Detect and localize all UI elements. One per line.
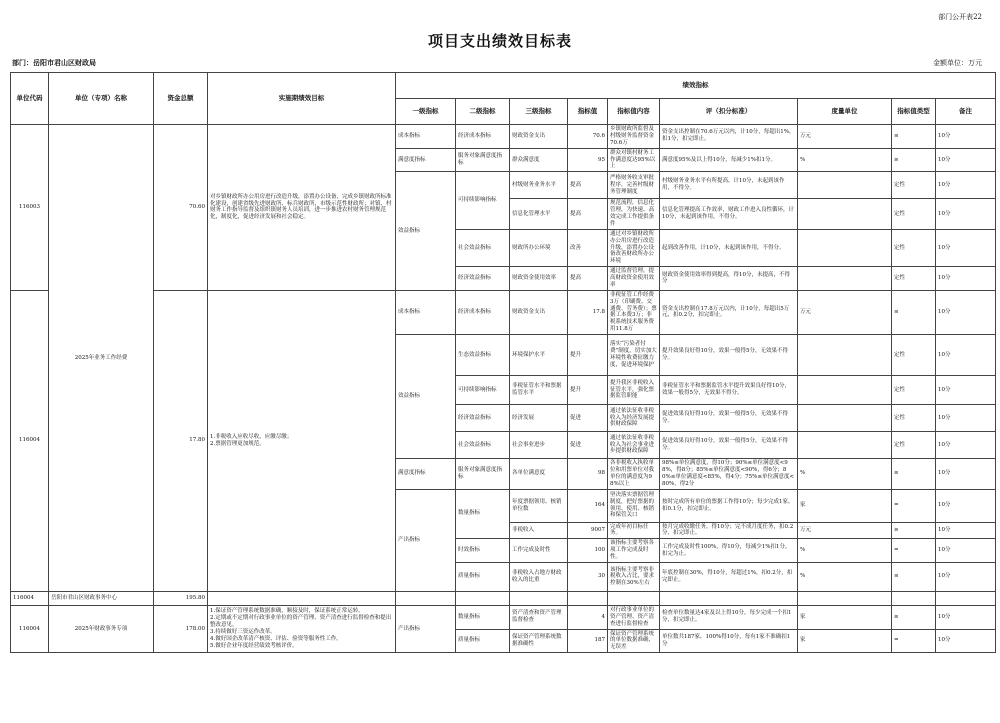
level1-indicator: 效益指标	[396, 335, 456, 459]
level2-indicator: 可持续影响指标	[456, 172, 510, 230]
scoring-standard: 年底控制在30%，得10分，每超过1%，扣0.2分，扣完即止。	[660, 562, 798, 591]
empty-cell	[660, 591, 798, 605]
indicator-content: 通过监督管理，提高财政资金使用效率	[608, 267, 660, 291]
scoring-standard: 工作完成及时性100%，得10分，每减少1%扣1分，扣完为止。	[660, 539, 798, 563]
remark: 10分	[936, 522, 996, 539]
level3-indicator: 各单位满意度	[510, 459, 568, 490]
indicator-value: 改善	[568, 229, 608, 266]
indicator-value: 164	[568, 489, 608, 522]
indicator-content: 该指标主要考察非税收入占比，要求控制在30%左右	[608, 562, 660, 591]
performance-goal: 对乡镇财政所办公用房进行改造升级，添置办公设备，完成乡镇财政所标准化建设，创建省级先进财政所、标兵财政所，市级示范性财政所；对镇、村财务工作指导监督及组织镇财务人员培训，进一步推进农村财务管理规范化，制度化，促进经济发展和社会稳定。	[208, 125, 396, 291]
scoring-standard: 财政资金使用效率得到提高，得10分，未提高，不得分	[660, 267, 798, 291]
level2-indicator: 社会效益指标	[456, 229, 510, 266]
value-type: ≤	[892, 290, 936, 334]
measure-unit: 万元	[798, 290, 892, 334]
header-amount: 资金总额	[154, 73, 208, 125]
indicator-content: 对行政事业单位的资产管理、资产清查进行监督检查	[608, 605, 660, 629]
scoring-standard: 非税征管水平和票据监管水平提升效果良好得10分，效果一般得5分，无效果不得分。	[660, 376, 798, 405]
project-name: 2025年业务工作经费	[49, 125, 154, 592]
level2-indicator: 经济效益指标	[456, 405, 510, 432]
amount-unit-label: 金额单位：万元	[933, 59, 982, 67]
value-type: 定性	[892, 229, 936, 266]
measure-unit: 万元	[798, 522, 892, 539]
indicator-content: 坚决落实票据管理制度，把好票据的领用、使用、核销和保管关口	[608, 489, 660, 522]
performance-goal: 1.保证资产管理系统数据准确，顺接及时，保证系统正常运转。 2.定期或不定期对行政事业单位的资产管理、资产清查进行监督检查和提出整改意见。 3.持续做好三资运作改革。 4.做好国企改革清产核资、评估、验资等服务性工作。 5.做好企业年度经营绩效考核评价。	[208, 605, 396, 652]
level3-indicator: 年度票据领用、核销单位数	[510, 489, 568, 522]
measure-unit: %	[798, 459, 892, 490]
value-type: 定性	[892, 432, 936, 459]
level1-indicator: 产出指标	[396, 605, 456, 652]
remark: 10分	[936, 459, 996, 490]
header-name: 单位（专项）名称	[49, 73, 154, 125]
remark: 10分	[936, 562, 996, 591]
empty-cell	[510, 591, 568, 605]
remark: 10分	[936, 629, 996, 653]
indicator-value: 提高	[568, 172, 608, 199]
page-title: 项目支出绩效目标表	[427, 32, 572, 50]
measure-unit	[798, 172, 892, 199]
unit-code: 116003	[11, 125, 49, 291]
indicator-content: 保证资产管理系统的单位数据准确，无误差	[608, 629, 660, 653]
department-label: 部门：岳阳市君山区财政局	[12, 58, 96, 67]
scoring-standard: 资金支出控制在70.6万元以内，计10分，每超出1%，扣1分，扣完即止。	[660, 125, 798, 149]
remark: 10分	[936, 199, 996, 230]
level3-indicator: 非税收入占地方财政收入的比重	[510, 562, 568, 591]
header-measure: 度量单位	[798, 99, 892, 125]
remark: 10分	[936, 432, 996, 459]
indicator-value: 促进	[568, 432, 608, 459]
remark: 10分	[936, 539, 996, 563]
empty-cell	[798, 591, 892, 605]
scoring-standard: 促进效果良好得10分，效果一般得5分，无效果不得分。	[660, 432, 798, 459]
indicator-value: 70.6	[568, 125, 608, 149]
indicator-value: 提升	[568, 335, 608, 376]
unit-code: 116004	[11, 290, 49, 591]
measure-unit	[798, 405, 892, 432]
indicator-value: 100	[568, 539, 608, 563]
level1-indicator: 成本指标	[396, 290, 456, 334]
empty-cell	[892, 591, 936, 605]
scoring-standard: 信息化管理提高工作效率，财政工作进入良性循环，计10分，未起到该作用，不得分。	[660, 199, 798, 230]
remark: 10分	[936, 376, 996, 405]
level3-indicator: 资产清查和资产管理监督检查	[510, 605, 568, 629]
indicator-value: 促进	[568, 405, 608, 432]
measure-unit: 家	[798, 629, 892, 653]
header-type: 指标值类型	[892, 99, 936, 125]
level3-indicator: 社会事业进步	[510, 432, 568, 459]
level2-indicator: 经济成本指标	[456, 290, 510, 334]
level3-indicator: 非税征管水平和票据监管水平	[510, 376, 568, 405]
unit-name: 岳阳市君山区财政事务中心	[49, 591, 154, 605]
total-amount: 178.00	[154, 605, 208, 652]
header-l2: 二级指标	[456, 99, 510, 125]
level2-indicator: 数量指标	[456, 605, 510, 629]
scoring-standard: 单位数共187家，100%得10分，每有1家不准确扣1分	[660, 629, 798, 653]
table-row	[11, 591, 996, 605]
level3-indicator: 财政资金支出	[510, 290, 568, 334]
level2-indicator: 质量指标	[456, 629, 510, 653]
level2-indicator: 社会效益指标	[456, 432, 510, 459]
header-note: 备注	[936, 99, 996, 125]
scoring-standard: 资金支出控制在17.8万元以内，计10分，每超出5万元，扣0.2分，扣完即止。	[660, 290, 798, 334]
indicator-content: 规范流程，信息化管理，为快速、高效完成工作提供条件	[608, 199, 660, 230]
level3-indicator: 非税收入	[510, 522, 568, 539]
value-type: 定性	[892, 405, 936, 432]
indicator-value: 4	[568, 605, 608, 629]
indicator-content: 各非税收入执收单位和用票单位对我单位的满意度为98%以上	[608, 459, 660, 490]
level1-indicator: 成本指标	[396, 125, 456, 149]
indicator-value: 提高	[568, 199, 608, 230]
measure-unit	[798, 267, 892, 291]
indicator-value: 95	[568, 148, 608, 172]
measure-unit: %	[798, 539, 892, 563]
remark: 10分	[936, 148, 996, 172]
empty-cell	[208, 591, 396, 605]
empty-cell	[456, 591, 510, 605]
level2-indicator: 时效指标	[456, 539, 510, 563]
scoring-standard: 促进效果良好得10分，效果一般得5分，无效果不得分。	[660, 405, 798, 432]
level2-indicator: 质量指标	[456, 562, 510, 591]
header-value: 指标值	[568, 99, 608, 125]
value-type: 定性	[892, 376, 936, 405]
unit-code: 116004	[11, 605, 49, 652]
value-type: 定性	[892, 172, 936, 199]
remark: 10分	[936, 290, 996, 334]
indicator-content: 该指标主要考察各项工作完成及时性。	[608, 539, 660, 563]
level2-indicator: 生态效益指标	[456, 335, 510, 376]
table-row	[11, 290, 996, 334]
indicator-content: 通过对乡镇财政所办公用房进行改造升级，添置办公设备改善财政所办公环境	[608, 229, 660, 266]
level3-indicator: 环境保护水平	[510, 335, 568, 376]
project-name: 2025年财政事务专项	[49, 605, 154, 652]
indicator-value: 30	[568, 562, 608, 591]
header-code: 单位代码	[11, 73, 49, 125]
value-type: 定性	[892, 199, 936, 230]
measure-unit	[798, 432, 892, 459]
value-type: ≥	[892, 459, 936, 490]
measure-unit	[798, 376, 892, 405]
indicator-value: 提高	[568, 267, 608, 291]
scoring-standard: 满意度95%及以上得10分，每减少1%扣1分。	[660, 148, 798, 172]
indicator-content: 非税征管工作经费3万（印刷费、交通费、劳务费）；票据工本费3万；非税系统技术服务费用11.8万	[608, 290, 660, 334]
indicator-content: 群众对镇村财务工作满意度达95%以上	[608, 148, 660, 172]
indicator-content: 提升我区非税收入征管水平，强化票据监管职能	[608, 376, 660, 405]
level2-indicator: 服务对象满意度指标	[456, 148, 510, 172]
level1-indicator: 满意度指标	[396, 148, 456, 172]
remark: 10分	[936, 229, 996, 266]
empty-cell	[608, 591, 660, 605]
remark: 10分	[936, 125, 996, 149]
measure-unit: 家	[798, 489, 892, 522]
header-l1: 一级指标	[396, 99, 456, 125]
indicator-content: 乡镇财政所监督及村级财务监督资金70.6万	[608, 125, 660, 149]
table-row	[11, 125, 996, 149]
measure-unit: %	[798, 562, 892, 591]
remark: 10分	[936, 172, 996, 199]
scoring-standard: 提升效果良好得10分，效果一般得5分，无效果不得分。	[660, 335, 798, 376]
scoring-standard: 按时完成所有单位的票据工作得10分；每少完成1家，扣0.1分，扣完即止。	[660, 489, 798, 522]
measure-unit	[798, 335, 892, 376]
level2-indicator: 服务对象满意度指标	[456, 459, 510, 490]
value-type: ≥	[892, 605, 936, 629]
measure-unit: 家	[798, 605, 892, 629]
level3-indicator: 保证资产管理系统数据准确性	[510, 629, 568, 653]
header-l3: 三级指标	[510, 99, 568, 125]
scoring-standard: 按月完成收缴任务，得10分；完不成月度任务，扣0.2分，扣完即止。	[660, 522, 798, 539]
empty-cell	[936, 591, 996, 605]
level2-indicator: 经济效益指标	[456, 267, 510, 291]
level3-indicator: 群众满意度	[510, 148, 568, 172]
table-row	[11, 605, 996, 629]
value-type: =	[892, 489, 936, 522]
header-indicator: 绩效指标	[396, 73, 996, 99]
scoring-standard: 起到改善作用，计10分，未起到该作用，不得分。	[660, 229, 798, 266]
level3-indicator: 村级财务业务水平	[510, 172, 568, 199]
level2-indicator: 经济成本指标	[456, 125, 510, 149]
value-type: ≤	[892, 125, 936, 149]
indicator-content: 严格财务收支审批程序，完善村级财务管理制度	[608, 172, 660, 199]
indicator-value: 17.8	[568, 290, 608, 334]
unit-code: 116004	[11, 591, 49, 605]
scoring-standard: 98%≤单位满意度，得10分；90%≤单位满意度<98%，得8分；85%≤单位满意度<90%，得6分；80%≤单位满意度<85%，得4分；75%≤单位满意度<80%，得2分	[660, 459, 798, 490]
remark: 10分	[936, 267, 996, 291]
value-type: ≤	[892, 562, 936, 591]
remark: 10分	[936, 335, 996, 376]
measure-unit	[798, 229, 892, 266]
indicator-content: 通过依法征收非税收入为经济发展提供财政保障	[608, 405, 660, 432]
level3-indicator: 财政资金支出	[510, 125, 568, 149]
level2-indicator: 数量指标	[456, 489, 510, 539]
value-type: 定性	[892, 335, 936, 376]
total-amount: 70.60	[154, 125, 208, 291]
measure-unit	[798, 199, 892, 230]
value-type: =	[892, 539, 936, 563]
empty-cell	[396, 591, 456, 605]
value-type: ≥	[892, 522, 936, 539]
indicator-value: 提升	[568, 376, 608, 405]
value-type: 定性	[892, 267, 936, 291]
total-amount: 17.80	[154, 290, 208, 591]
level3-indicator: 财政所办公环境	[510, 229, 568, 266]
level1-indicator: 产出指标	[396, 489, 456, 591]
value-type: ≥	[892, 148, 936, 172]
level3-indicator: 财政资金使用效率	[510, 267, 568, 291]
empty-cell	[568, 591, 608, 605]
level1-indicator: 满意度指标	[396, 459, 456, 490]
header-content: 指标值内容	[608, 99, 660, 125]
remark: 10分	[936, 489, 996, 522]
level3-indicator: 经济发展	[510, 405, 568, 432]
header-goal: 实施期绩效目标	[208, 73, 396, 125]
indicator-content: 通过依法征收非税收入为社会事业进步提供财政保障	[608, 432, 660, 459]
remark: 10分	[936, 405, 996, 432]
indicator-content: 落实“污染者付费”制度，切实加大环境性收费征缴力度，促进环境保护	[608, 335, 660, 376]
scoring-standard: 检查单位数量达4家及以上得10分，每少完成一个扣1分，扣完即止。	[660, 605, 798, 629]
level3-indicator: 工作完成及时性	[510, 539, 568, 563]
indicator-content: 完成年初目标任务。	[608, 522, 660, 539]
value-type: =	[892, 629, 936, 653]
scoring-standard: 村级财务业务水平有所提高，计10分，未起到该作用，不得分。	[660, 172, 798, 199]
total-amount: 195.80	[154, 591, 208, 605]
remark: 10分	[936, 605, 996, 629]
performance-table	[10, 72, 996, 653]
level3-indicator: 信息化管理水平	[510, 199, 568, 230]
indicator-value: 9007	[568, 522, 608, 539]
measure-unit: 万元	[798, 125, 892, 149]
measure-unit: %	[798, 148, 892, 172]
header-eval: 评（扣分标准）	[660, 99, 798, 125]
level1-indicator: 效益指标	[396, 172, 456, 291]
indicator-value: 98	[568, 459, 608, 490]
indicator-value: 187	[568, 629, 608, 653]
level2-indicator: 可持续影响指标	[456, 376, 510, 405]
performance-goal: 1.非税收入应收尽收，应缴尽缴； 2.票据管理更加规范。	[208, 290, 396, 591]
page-number: 部门公开表22	[938, 13, 982, 21]
